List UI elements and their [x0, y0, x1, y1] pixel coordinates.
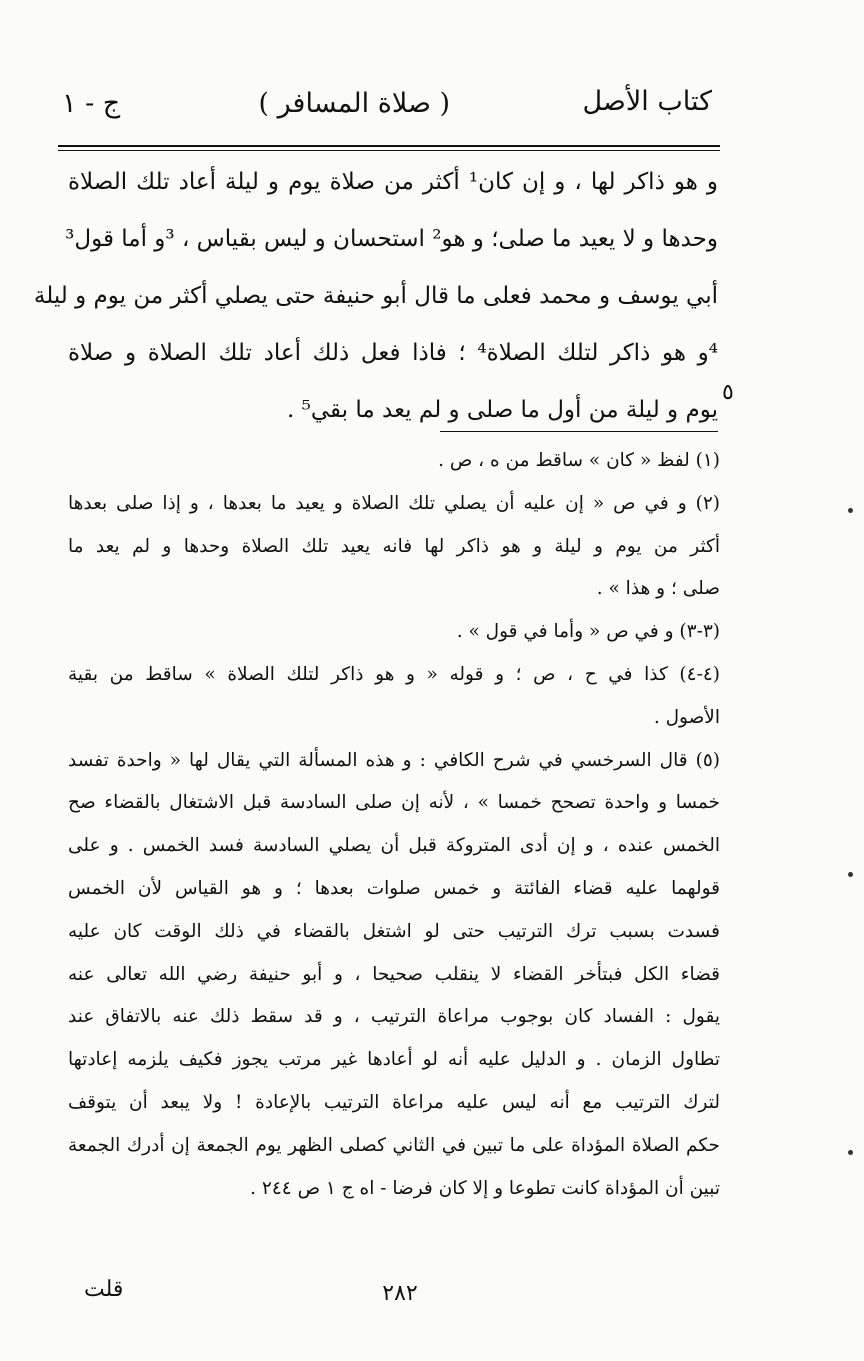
running-header — [62, 86, 712, 134]
page-number: ٢٨٢ — [382, 1281, 418, 1306]
section-title: ( صلاة المسافر ) — [258, 88, 450, 119]
header-rule-thin — [58, 150, 720, 151]
footnote-line: (٣-٣) و في ص « وأما في قول » . — [456, 621, 720, 643]
footnote-separator — [440, 431, 718, 432]
footnote-line: أكثر من يوم و ليلة و هو ذاكر لها فانه يعيد تلك الصلاة وحدها و لم يعد ما — [68, 535, 720, 557]
footnote-line: خمسا و واحدة تصحح خمسا » ، لأنه إن صلى السادسة قبل الاشتغال بالقضاء صح — [68, 792, 720, 814]
footnote-line: (٤-٤) كذا في ح ، ص ؛ و قوله « و هو ذاكر لتلك الصلاة » ساقط من بقية — [68, 663, 720, 685]
footnotes — [68, 440, 720, 1210]
footnote-line: حكم الصلاة المؤداة على ما تبين في الثاني كصلى الظهر يوم الجمعة إن أدرك الجمعة — [68, 1134, 720, 1156]
volume-number: ج - ١ — [62, 88, 121, 119]
printer-mark: قلت — [84, 1277, 124, 1302]
footnote-line: صلى ؛ و هذا » . — [596, 578, 720, 600]
footnote-line: الأصول . — [653, 706, 720, 728]
margin-mark — [848, 508, 853, 513]
line-number: ٥ — [722, 380, 734, 405]
margin-mark — [848, 872, 853, 877]
footnote-line: (٢) و في ص « إن عليه أن يصلي تلك الصلاة و يعيد ما بعدها ، و إذا صلى بعدها — [68, 492, 720, 514]
main-text — [33, 154, 719, 439]
main-text-line: ⁴و هو ذاكر لتلك الصلاة⁴ ؛ فاذا فعل ذلك أعاد تلك الصلاة و صلاة — [68, 340, 719, 366]
footnote-line: الخمس عنده ، و إن أدى المتروكة قبل أن يصلي السادسة فسد الخمس . و على — [68, 835, 720, 857]
footnote-line: (٥) قال السرخسي في شرح الكافي : و هذه المسألة التي يقال لها « واحدة تفسد — [68, 749, 720, 771]
footnote-line: (١) لفظ « كان » ساقط من ه ، ص . — [438, 450, 720, 471]
margin-mark — [848, 1150, 853, 1155]
main-text-line: و هو ذاكر لها ، و إن كان¹ أكثر من صلاة يوم و ليلة أعاد تلك الصلاة — [68, 169, 719, 195]
footnote-line: قولهما عليه قضاء الفائتة و خمس صلوات بعدها ؛ و هو القياس لأن الخمس — [68, 877, 720, 899]
footnote-line: لترك الترتيب مع أنه ليس عليه مراعاة الترتيب بالإعادة ! ولا يبعد أن يتوقف — [68, 1091, 720, 1113]
header-rule — [58, 145, 720, 147]
footnote-line: تبين أن المؤداة كانت تطوعا و إلا كان فرضا - اه ج ١ ص ٢٤٤ . — [250, 1177, 720, 1199]
main-text-line: أبي يوسف و محمد فعلى ما قال أبو حنيفة حتى يصلي أكثر من يوم و ليلة — [33, 283, 718, 309]
footnote-line: يقول : الفساد كان بوجوب مراعاة الترتيب ، و قد سقط ذلك عنه بالاتفاق عند — [68, 1006, 720, 1028]
main-text-line: يوم و ليلة من أول ما صلى و لم يعد ما بقي⁵ . — [286, 397, 718, 423]
book-title: كتاب الأصل — [582, 86, 712, 117]
footnote-line: فسدت بسبب ترك الترتيب حتى لو اشتغل بالقضاء في ذلك الوقت كان عليه — [68, 920, 720, 942]
main-text-line: وحدها و لا يعيد ما صلى؛ و هو² استحسان و ليس بقياس ، ³و أما قول³ — [65, 226, 718, 252]
footnote-line: تطاول الزمان . و الدليل عليه أنه لو أعادها غير مرتب يجوز فكيف يلزمه إعادتها — [68, 1049, 720, 1071]
footnote-line: قضاء الكل فبتأخر القضاء لا ينقلب صحيحا ، و أبو حنيفة رضي الله تعالى عنه — [68, 963, 720, 985]
